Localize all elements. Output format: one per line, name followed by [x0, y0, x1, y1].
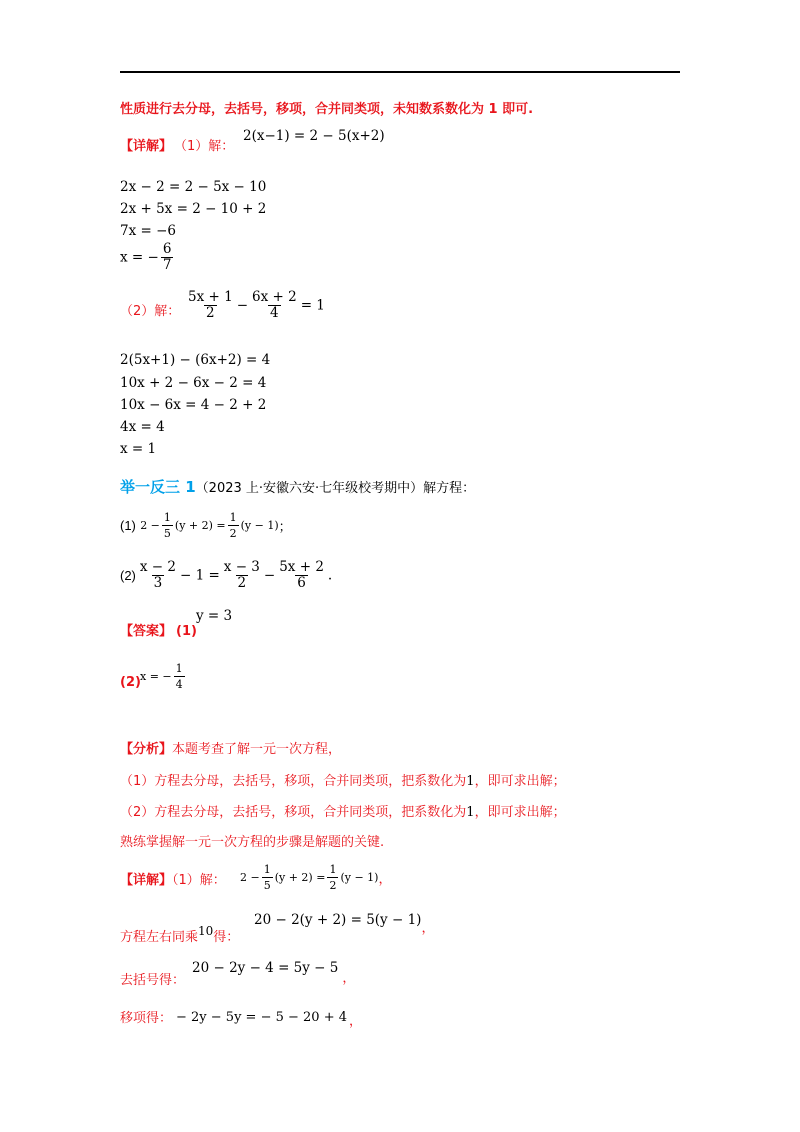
detail2-step-2: 10x + 2 − 6x − 2 = 4	[120, 375, 267, 391]
analysis-summary: 熟练掌握解一元一次方程的步骤是解题的关键.	[120, 835, 385, 850]
detail2-equation: $\frac{5x + 1}{2}$ − $\frac{6x + 2}{4}$ = 1	[188, 289, 325, 321]
example-source: （2023 上·安徽六安·七年级校考期中）解方程：	[195, 481, 476, 496]
analysis-item-1: （1）方程去分母，去括号，移项，合并同类项，把系数化为1，即可求出解；	[120, 774, 566, 789]
detail1-step-3: 7x = −6	[120, 223, 176, 239]
example-heading-row	[120, 478, 475, 498]
detail2-step-3: 10x − 6x = 4 − 2 + 2	[120, 397, 267, 413]
analysis-tag: 【分析】	[120, 742, 173, 757]
analysis-tail: 性质进行去分母，去括号，移项，合并同类项，未知数系数化为 1 即可.	[120, 102, 534, 117]
detail3-equation: 2 − $\frac{1}{5}$ (y + 2) = $\frac{1}{2}$ (y − 1)，	[240, 863, 392, 892]
header-rule	[120, 71, 680, 73]
detail3-mult-eq: 20 − 2(y + 2) = 5(y − 1)，	[254, 912, 435, 935]
detail2-label: （2）解：	[120, 304, 181, 319]
answer-1-value: y = 3	[196, 608, 233, 624]
analysis-row	[120, 741, 341, 759]
example-heading: 举一反三 1	[120, 478, 196, 496]
detail-label: （1）解：	[174, 139, 235, 154]
answer-2-value: x = − $\frac{1}{4}$	[140, 662, 183, 691]
detail3-move-label: 移项得：	[120, 1011, 173, 1026]
answer-2-label: (2)	[120, 675, 141, 690]
analysis-text: 本题考查了解一元一次方程，	[172, 742, 342, 757]
detail1-step-2: 2x + 5x = 2 − 10 + 2	[120, 201, 267, 217]
analysis-item-2: （2）方程去分母，去括号，移项，合并同类项，把系数化为1，即可求出解；	[120, 805, 566, 820]
detail-tag: 【详解】	[120, 139, 173, 154]
detail2-step-5: x = 1	[120, 441, 157, 457]
detail2-step-1: 2(5x+1) − (6x+2) = 4	[120, 352, 271, 368]
question-1: (1) 2 − $\frac{1}{5}$ (y + 2) = $\frac{1}{2}$ (y − 1)；	[120, 511, 292, 540]
detail3-expand-eq: 20 − 2y − 4 = 5y − 5，	[192, 960, 356, 985]
detail3-expand-label: 去括号得：	[120, 973, 186, 988]
question-2: (2) $\frac{x - 2}{3}$ − 1 = $\frac{x - 3}{2}$ − $\frac{5x + 2}{6}$ .	[120, 559, 333, 591]
detail2-step-4: 4x = 4	[120, 419, 165, 435]
detail1-equation: 2(x−1) = 2 − 5(x+2)	[243, 128, 385, 144]
detail3-mult-row: 方程左右同乘10得：	[120, 924, 240, 945]
answer-tag: 【答案】	[120, 624, 173, 639]
answer-1-label: (1)	[176, 624, 197, 639]
detail1-final: x = − $\frac{6}{7}$	[120, 241, 172, 273]
detail1-step-1: 2x − 2 = 2 − 5x − 10	[120, 179, 267, 195]
detail3-move-eq: − 2y − 5y = − 5 − 20 + 4 ，	[176, 1010, 363, 1028]
detail3-row: 【详解】（1）解：	[120, 873, 226, 888]
